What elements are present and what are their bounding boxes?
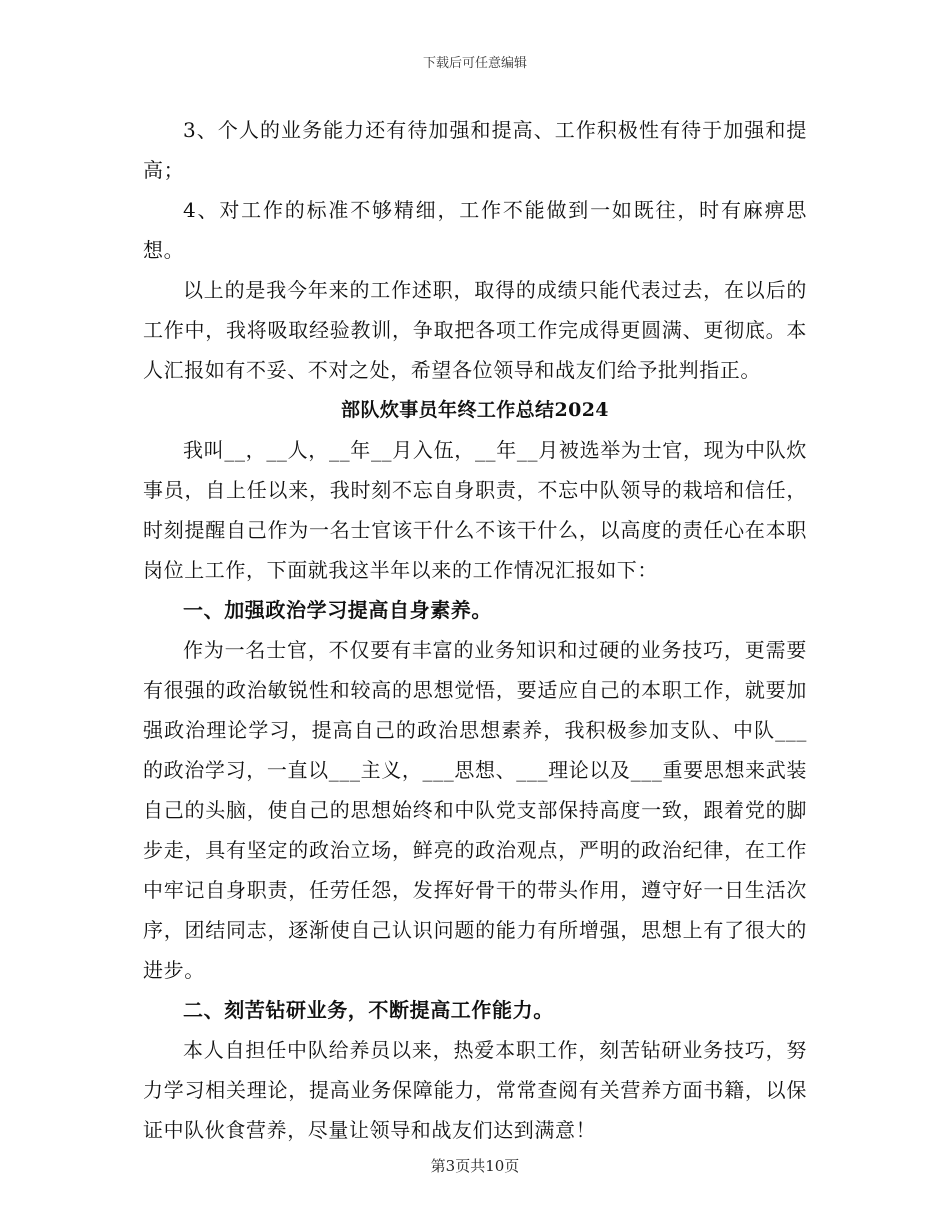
paragraph-political-study: 作为一名士官，不仅要有丰富的业务知识和过硬的业务技巧，更需要有很强的政治敏锐性和较高的思想觉悟，要适应自己的本职工作，就要加强政治理论学习，提高自己的政治思想素养，我积极参加支队、中队___的政治学习，一直以___主义，___思想、___理论以及___重要思想来武装自己的头脑，使自己的思想始终和中队党支部保持高度一致，跟着党的脚步走，具有坚定的政治立场，鲜亮的政治观点，严明的政治纪律，在工作中牢记自身职责，任劳任怨，发挥好骨干的带头作用，遵守好一日生活次序，团结同志，逐渐使自己认识问题的能力有所增强，思想上有了很大的进步。	[143, 638, 807, 982]
paragraph-introduction: 我叫__，__人，__年__月入伍，__年__月被选举为士官，现为中队炊事员，自上任以来，我时刻不忘自身职责，不忘中队领导的栽培和信任，时刻提醒自己作为一名士官该干什么不该干什么，以高度的责任心在本职岗位上工作，下面就我这半年以来的工作情况汇报如下：	[143, 438, 807, 582]
document-body	[143, 110, 807, 1150]
document-title: 部队炊事员年终工作总结2024	[341, 399, 609, 421]
paragraph-weakness-4: 4、对工作的标准不够精细，工作不能做到一如既往，时有麻痹思想。	[143, 198, 807, 262]
section-heading-1: 一、加强政治学习提高自身素养。	[183, 598, 492, 622]
page-header: 下载后可任意编辑	[422, 56, 527, 71]
page-number: 第3页共10页	[430, 1157, 520, 1175]
paragraph-weakness-3: 3、个人的业务能力还有待加强和提高、工作积极性有待于加强和提高；	[143, 118, 807, 182]
paragraph-closing: 以上的是我今年来的工作述职，取得的成绩只能代表过去，在以后的工作中，我将吸取经验教训，争取把各项工作完成得更圆满、更彻底。本人汇报如有不妥、不对之处，希望各位领导和战友们给予批判指正。	[143, 278, 807, 382]
paragraph-professional-study: 本人自担任中队给养员以来，热爱本职工作，刻苦钻研业务技巧，努力学习相关理论，提高业务保障能力，常常查阅有关营养方面书籍，以保证中队伙食营养，尽量让领导和战友们达到满意！	[143, 1038, 807, 1142]
section-heading-2: 二、刻苦钻研业务，不断提高工作能力。	[183, 998, 554, 1022]
